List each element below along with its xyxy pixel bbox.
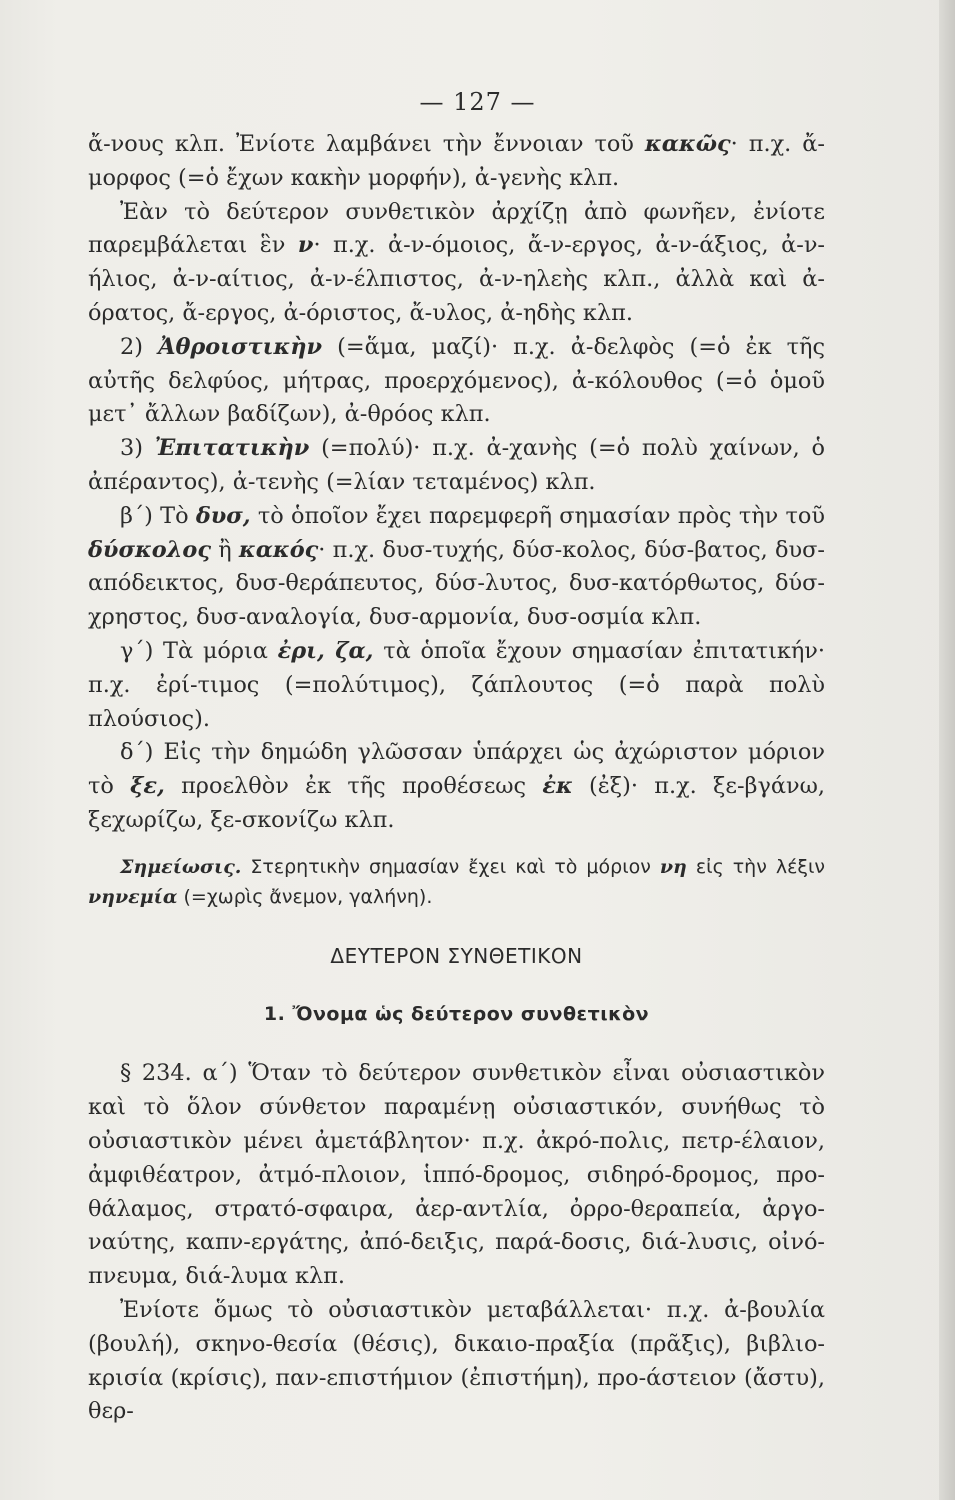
emphasis-dys: δυσ, (195, 502, 251, 529)
emphasis-athroistikin: Ἀθροιστικὴν (158, 333, 323, 360)
paragraph-2: Ἐὰν τὸ δεύτερον συνθετικὸν ἀρχίζῃ ἀπὸ φωνῆεν, ἐνίοτε παρεμβάλεται ἓν ν· π.χ. ἀ-ν-όμοιος, ἄ-ν-εργος, ἀ-ν-άξιος, ἀ-ν-ήλιος, ἀ-ν-αίτιος, ἀ-ν-έλπιστος, ἀ-ν-ηλεὴς κλπ., ἀλλὰ καὶ ἀ-όρατος, ἄ-εργος, ἀ-όριστος, ἄ-υλος, ἀ-ηδὴς κλπ. (88, 198, 826, 326)
paragraph-6: γ΄) Τὰ μόρια ἐρι, ζα, τὰ ὁποῖα ἔχουν σημασίαν ἐπιτατικήν· π.χ. ἐρί-τιμος (=πολύτιμος), ζάπλουτος (=ὁ παρὰ πολὺ πλούσιος). (88, 637, 825, 732)
paragraph-3: 2) Ἀθροιστικὴν (=ἅμα, μαζί)· π.χ. ἀ-δελφὸς (=ὁ ἐκ τῆς αὐτῆς δελφύος, μήτρας, προερχόμενος), ἀ-κόλουθος (=ὁ ὁμοῦ μετ᾽ ἄλλων βαδίζων), ἀ-θρόος κλπ. (88, 333, 825, 428)
emphasis-dyskolos: δύσκολος (88, 536, 211, 563)
emphasis-kakos: κακῶς (644, 131, 731, 157)
paragraph-7: δ΄) Εἰς τὴν δημώδη γλῶσσαν ὑπάρχει ὡς ἀχώριστον μόριον τὸ ξε, προελθὸν ἐκ τῆς προθέσεως ἐκ (ἐξ)· π.χ. ξε-βγάνω, ξεχωρίζω, ξε-σκονίζω κλπ. (88, 739, 825, 833)
emphasis-ek: ἐκ (542, 773, 573, 800)
page-body (88, 128, 825, 1429)
paragraph-5: β΄) Τὸ δυσ, τὸ ὁποῖον ἔχει παρεμφερῆ σημασίαν πρὸς τὴν τοῦ δύσκολος ἢ κακός· π.χ. δυσ-τυχής, δύσ-κολος, δύσ-βατος, δυσ-απόδεικτος, δυσ-θεράπευτος, δύσ-λυτος, δυσ-κατόρθωτος, δύσ-χρηστος, δυσ-αναλογία, δυσ-αρμονία, δυσ-οσμία κλπ. (88, 502, 825, 631)
emphasis-ni-2: νη (659, 855, 687, 878)
note-label: Σημείωσις. (120, 855, 242, 878)
subsection-heading: 1. Ὄνομα ὡς δεύτερον συνθετικὸν (263, 1002, 650, 1025)
page-number: — 127 — (419, 88, 536, 116)
emphasis-epitatikin: Ἐπιτατικὴν (154, 435, 310, 462)
page-spine-shadow (939, 0, 955, 1500)
section-heading: ΔΕΥΤΕΡΟΝ ΣΥΝΘΕΤΙΚΟΝ (330, 943, 583, 968)
paragraph-234: § 234. α΄) Ὅταν τὸ δεύτερον συνθετικὸν εἶναι οὐσιαστικὸν καὶ τὸ ὅλον σύνθετον παραμένῃ οὐσιαστικόν, συνήθως τὸ οὐσιαστικὸν μένει ἀμετάβλητον· π.χ. ἀκρό-πολις, πετρ-έλαιον, ἀμφιθέατρον, ἀτμό-πλοιον, ἱππό-δρομος, σιδηρό-δρομος, προ-θάλαμος, στρατό-σφαιρα, ἀερ-αντλία, ὀρρο-θεραπεία, ἀργο-ναύτης, καπν-εργάτης, ἀπό-δειξις, παρά-δοσις, διά-λυσις, οἰνό-πνευμα, διά-λυμα κλπ. (88, 1060, 825, 1290)
emphasis-kakos-2: κακός (238, 536, 319, 563)
emphasis-xe: ξε, (130, 773, 165, 800)
emphasis-nineмia: νηνεμία (88, 885, 178, 908)
note-paragraph: Σημείωσις. Στερητικὴν σημασίαν ἔχει καὶ τὸ μόριον νη εἰς τὴν λέξιν νηνεμία (=χωρὶς ἄνεμον, γαλήνη). (88, 855, 825, 908)
paragraph-4: 3) Ἐπιτατικὴν (=πολύ)· π.χ. ἀ-χανὴς (=ὁ πολὺ χαίνων, ὁ ἀπέραντος), ἀ-τενὴς (=λίαν τεταμένος) κλπ. (88, 435, 825, 495)
emphasis-eri-za: ἐρι, ζα, (277, 637, 374, 664)
emphasis-ni: ν (297, 232, 314, 259)
paragraph-234-cont: Ἐνίοτε ὅμως τὸ οὐσιαστικὸν μεταβάλλεται· π.χ. ἀ-βουλία (βουλή), σκηνο-θεσία (θέσις), δικαιο-πραξία (πρᾶξις), βιβλιο-κρισία (κρίσις), παν-επιστήμιον (ἐπιστήμη), προ-άστειον (ἄστυ), θερ- (88, 1296, 825, 1425)
paragraph-1: ἄ-νους κλπ. Ἐνίοτε λαμβάνει τὴν ἔννοιαν τοῦ κακῶς· π.χ. ἄ-μορφος (=ὁ ἔχων κακὴν μορφήν), ἀ-γενὴς κλπ. (88, 131, 825, 191)
